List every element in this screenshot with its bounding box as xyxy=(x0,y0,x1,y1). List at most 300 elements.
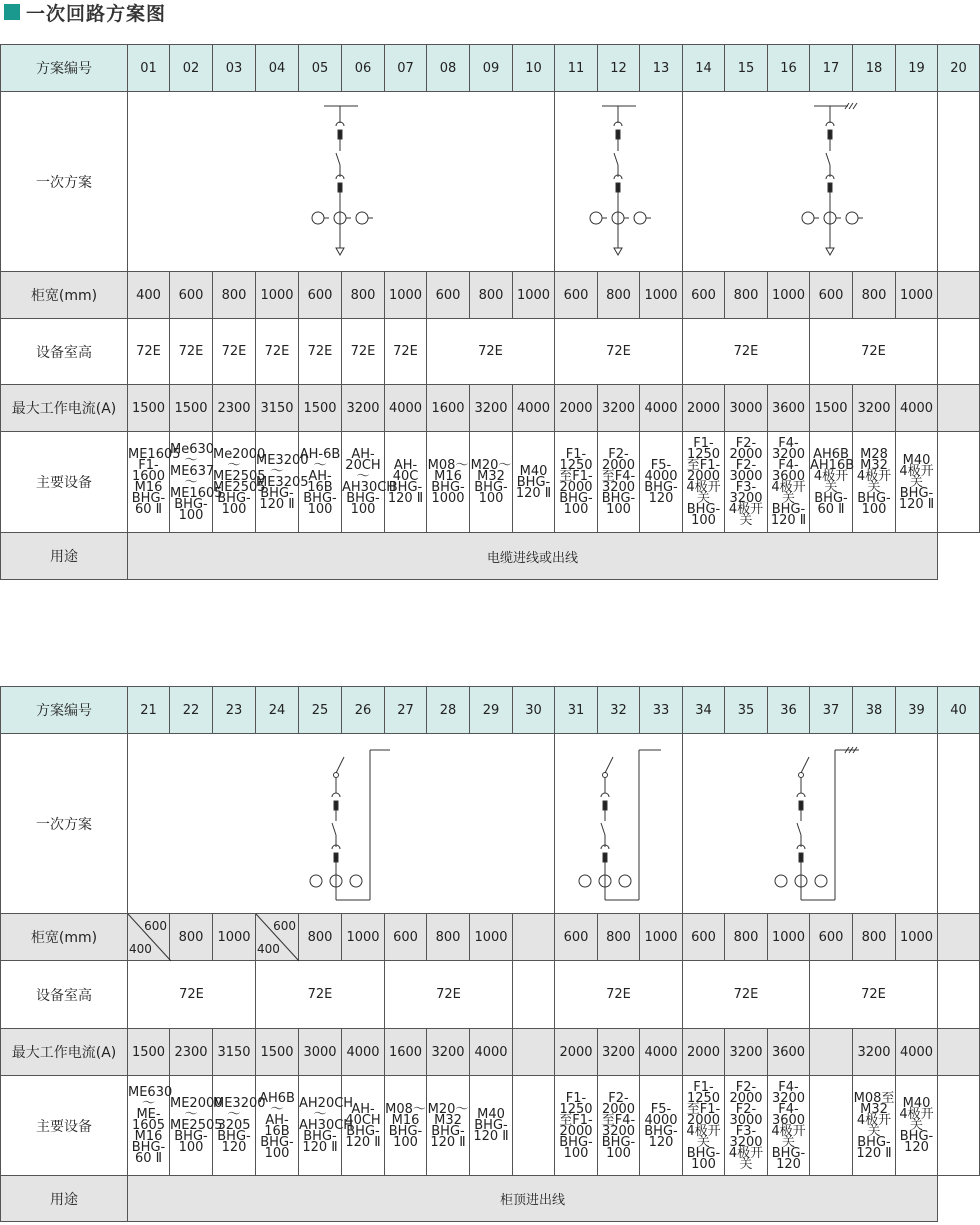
scheme-number: 40 xyxy=(938,687,980,734)
current-cell: 3200 xyxy=(853,385,896,432)
diagram-cell xyxy=(683,734,938,914)
equipment-line: BHG-60 Ⅱ xyxy=(131,1140,166,1166)
equipment-cell xyxy=(683,432,725,533)
width-cell: 800 xyxy=(725,272,768,319)
equipment-line: BHG-100 xyxy=(388,1123,423,1150)
current-cell: 1500 xyxy=(299,385,342,432)
equipment-cell xyxy=(853,1076,896,1176)
equipment-cell xyxy=(896,1076,938,1176)
width-cell: 1000 xyxy=(640,272,683,319)
breaker-icon xyxy=(603,853,607,862)
width-cell: 600 xyxy=(555,914,598,961)
equipment-line: ME3200～ xyxy=(256,452,309,479)
height-cell: 72E xyxy=(256,961,385,1029)
switch-line xyxy=(332,823,336,835)
scheme-number: 34 xyxy=(683,687,725,734)
current-cell: 1500 xyxy=(170,385,213,432)
current-cell: 3200 xyxy=(598,385,640,432)
equipment-line: ME2000～ xyxy=(170,1096,223,1122)
scheme-number: 04 xyxy=(256,45,299,92)
equipment-line: BHG-100 xyxy=(174,496,208,523)
scheme-number: 30 xyxy=(513,687,555,734)
diagram-cell xyxy=(128,734,555,914)
equipment-line: AH-40CH xyxy=(345,1101,381,1128)
equipment-line: M20～ xyxy=(470,458,512,473)
main-equipment-label: 主要设备 xyxy=(1,432,128,533)
current-cell: 3200 xyxy=(427,1029,470,1076)
equipment-cell xyxy=(427,432,470,533)
scheme-number: 28 xyxy=(427,687,470,734)
equipment-line: 至F4-3200 xyxy=(601,1112,636,1139)
scheme-number: 07 xyxy=(385,45,427,92)
width-cell: 1000 xyxy=(640,914,683,961)
current-cell: 3600 xyxy=(768,385,810,432)
width-cell: 600 xyxy=(810,914,853,961)
height-cell: 72E xyxy=(810,319,938,385)
scheme-number: 18 xyxy=(853,45,896,92)
plug-contact-icon xyxy=(601,793,609,797)
scheme-number: 01 xyxy=(128,45,170,92)
width-cell: 1000 xyxy=(213,914,256,961)
breaker-icon xyxy=(799,801,803,810)
circuit-diagram xyxy=(128,735,555,913)
equipment-cell xyxy=(385,432,427,533)
equipment-line: BHG-100 xyxy=(303,491,337,517)
height-cell: 72E xyxy=(170,319,213,385)
current-transformer-icon xyxy=(350,875,362,887)
current-cell-empty xyxy=(810,1029,853,1076)
equipment-line: 4极开关 xyxy=(813,469,849,495)
breaker-icon xyxy=(616,130,620,139)
equipment-line: AH-40C xyxy=(392,458,419,484)
scheme-number: 10 xyxy=(513,45,555,92)
current-cell: 4000 xyxy=(470,1029,513,1076)
equipment-line: BHG-120 Ⅱ xyxy=(345,1123,381,1150)
current-cell: 1500 xyxy=(128,1029,170,1076)
equipment-line: BHG-120 xyxy=(644,1123,678,1150)
equipment-line: BHG-120 Ⅱ xyxy=(387,480,424,506)
equipment-line: BHG-100 xyxy=(857,491,891,517)
equipment-line: F1-1250 xyxy=(559,1090,593,1117)
equipment-cell xyxy=(513,432,555,533)
equipment-line: BHG-100 xyxy=(601,1134,636,1161)
scheme-number: 02 xyxy=(170,45,213,92)
breaker-icon xyxy=(828,183,832,192)
current-cell: 1600 xyxy=(427,385,470,432)
height-label: 设备室高 xyxy=(1,961,128,1029)
equipment-line: AH16B xyxy=(810,458,855,473)
equipment-line: M28 xyxy=(860,447,888,462)
scheme-number: 06 xyxy=(342,45,385,92)
equipment-cell xyxy=(299,1076,354,1176)
scheme-number: 39 xyxy=(896,687,938,734)
equipment-line: BHG-100 xyxy=(559,1134,593,1161)
scheme-number: 15 xyxy=(725,45,768,92)
equipment-line: BHG-120 Ⅱ xyxy=(856,1134,892,1161)
current-cell: 1500 xyxy=(128,385,170,432)
circuit-diagram xyxy=(683,93,938,271)
equipment-line: 4极开关 xyxy=(899,1107,934,1133)
equipment-line: F2-2000 xyxy=(601,1090,636,1117)
scheme-table-2 xyxy=(0,686,980,1222)
equipment-cell xyxy=(598,432,640,533)
equipment-cell xyxy=(640,1076,683,1176)
equipment-line: AH30CH xyxy=(299,1118,354,1133)
current-cell-empty xyxy=(513,1029,555,1076)
current-cell: 2300 xyxy=(170,1029,213,1076)
width-cell: 800 xyxy=(598,914,640,961)
switch-line xyxy=(797,823,801,835)
height-label: 设备室高 xyxy=(1,319,128,385)
circuit-diagram xyxy=(128,93,555,271)
equipment-line: ME-1605 xyxy=(131,1107,166,1133)
equipment-line: M08～ xyxy=(427,458,469,473)
width-cell: 800 xyxy=(213,272,256,319)
breaker-icon xyxy=(603,801,607,810)
equipment-cell xyxy=(427,1076,470,1176)
current-transformer-icon xyxy=(579,875,591,887)
equipment-line: 至F4-3200 xyxy=(601,469,636,495)
plug-contact-icon xyxy=(332,793,340,797)
terminal-icon xyxy=(614,248,622,255)
equipment-line: F4-3200 xyxy=(771,436,806,462)
switch-line xyxy=(614,153,618,165)
current-cell: 2000 xyxy=(683,385,725,432)
breaker-icon xyxy=(616,183,620,192)
current-cell: 3150 xyxy=(213,1029,256,1076)
equipment-line: BHG-100 xyxy=(174,1129,208,1155)
current-cell: 1500 xyxy=(810,385,853,432)
equipment-line: F3-3200 xyxy=(729,1123,763,1150)
height-cell: 72E xyxy=(342,319,385,385)
equipment-line: 4极开关 xyxy=(686,1123,721,1150)
equipment-line: AH-20CH～ xyxy=(345,447,381,484)
equipment-line: BHG-120 Ⅱ xyxy=(515,474,552,501)
equipment-line: BHG-1000 xyxy=(431,480,465,506)
pivot-icon xyxy=(334,772,339,777)
usage-cell: 电缆进线或出线 xyxy=(128,533,938,580)
diagram-cell xyxy=(555,92,683,272)
current-transformer-icon xyxy=(356,212,368,224)
equipment-line: 至F1-2000 xyxy=(686,1101,721,1128)
height-cell: 72E xyxy=(385,961,513,1029)
equipment-line: M16 xyxy=(391,1112,420,1128)
equipment-line: ME2505 xyxy=(213,480,266,495)
scheme-number: 29 xyxy=(470,687,513,734)
width-cell: 600 xyxy=(385,914,427,961)
width-cell-empty xyxy=(938,914,980,961)
pivot-icon xyxy=(799,772,804,777)
width-cell: 800 xyxy=(342,272,385,319)
equipment-line: AH20CH～ xyxy=(299,1096,354,1122)
scheme-number: 11 xyxy=(555,45,598,92)
equipment-cell xyxy=(470,432,513,533)
width-cell: 800 xyxy=(598,272,640,319)
current-cell: 3600 xyxy=(768,1029,810,1076)
equipment-line: BHG-120 Ⅱ xyxy=(770,502,807,528)
height-cell: 72E xyxy=(128,961,256,1029)
current-cell: 1500 xyxy=(256,1029,299,1076)
current-transformer-icon xyxy=(590,212,602,224)
circuit-diagram xyxy=(683,735,938,913)
terminal-icon xyxy=(336,248,344,255)
scheme-number-label: 方案编号 xyxy=(1,45,128,92)
equipment-line: ME637～ xyxy=(170,463,215,490)
current-transformer-icon xyxy=(846,212,858,224)
equipment-cell xyxy=(385,1076,427,1176)
width-cell: 400 xyxy=(128,272,170,319)
width-bottom: 400 xyxy=(257,942,280,956)
scheme-number: 38 xyxy=(853,687,896,734)
main-equipment-label: 主要设备 xyxy=(1,1076,128,1176)
equipment-line: F2-2000 xyxy=(729,436,763,462)
current-transformer-icon xyxy=(634,212,646,224)
equipment-line: M08至 xyxy=(853,1090,895,1106)
equipment-line: BHG-60 Ⅱ xyxy=(814,491,848,517)
equipment-line: 4极开关 xyxy=(771,480,806,506)
current-transformer-icon xyxy=(619,875,631,887)
terminal-icon xyxy=(826,248,834,255)
equipment-line: 至F1-2000 xyxy=(559,1112,593,1139)
equipment-line: BHG-120 xyxy=(771,1145,806,1172)
equipment-line: BHG-100 xyxy=(346,491,380,517)
equipment-cell-empty xyxy=(938,432,980,533)
width-bottom: 400 xyxy=(129,942,152,956)
equipment-line: AH6B xyxy=(813,447,849,462)
equipment-line: 至F1-2000 xyxy=(559,469,593,495)
width-cell: 600 xyxy=(810,272,853,319)
width-cell: 800 xyxy=(470,272,513,319)
current-cell: 1600 xyxy=(385,1029,427,1076)
scheme-number: 09 xyxy=(470,45,513,92)
equipment-cell-empty xyxy=(810,1076,853,1176)
equipment-line: AH6B～ xyxy=(259,1090,295,1117)
equipment-cell-empty xyxy=(513,1076,555,1176)
equipment-line: AH30CH xyxy=(342,480,397,495)
disconnector-line xyxy=(605,757,613,773)
equipment-line: M16 xyxy=(134,480,163,495)
equipment-line: F1-1250 xyxy=(559,447,593,473)
equipment-cell xyxy=(683,1076,725,1176)
width-cell: 1000 xyxy=(470,914,513,961)
equipment-line: ME2505 xyxy=(170,1118,223,1133)
plug-contact-icon xyxy=(797,793,805,797)
scheme-number: 26 xyxy=(342,687,385,734)
equipment-line: M32 xyxy=(434,1112,462,1128)
equipment-line: F1-1250 xyxy=(686,436,721,462)
breaker-icon xyxy=(799,853,803,862)
equipment-line: BHG-100 xyxy=(474,480,508,506)
current-cell: 4000 xyxy=(342,1029,385,1076)
current-cell: 3200 xyxy=(725,1029,768,1076)
equipment-line: ME3205 xyxy=(256,474,309,490)
height-cell: 72E xyxy=(810,961,938,1029)
equipment-cell xyxy=(128,1076,173,1176)
equipment-line: F3-3200 xyxy=(729,480,763,506)
equipment-line: M40 xyxy=(902,452,931,468)
scheme-number: 12 xyxy=(598,45,640,92)
equipment-line: 4极开关 xyxy=(728,502,764,528)
width-cell: 1000 xyxy=(768,914,810,961)
equipment-line: 4极开关 xyxy=(771,1123,806,1150)
equipment-line: M20～ xyxy=(427,1101,469,1117)
equipment-cell xyxy=(555,432,598,533)
equipment-cell xyxy=(213,1076,266,1176)
width-cell-empty xyxy=(513,914,555,961)
pivot-icon xyxy=(603,772,608,777)
equipment-line: F2-2000 xyxy=(601,447,636,473)
equipment-line: BHG-100 xyxy=(559,491,593,517)
current-cell: 4000 xyxy=(385,385,427,432)
scheme-number-label: 方案编号 xyxy=(1,687,128,734)
equipment-cell-empty xyxy=(938,1076,980,1176)
height-cell: 72E xyxy=(385,319,427,385)
equipment-cell xyxy=(810,432,853,533)
width-cell: 1000 xyxy=(513,272,555,319)
equipment-line: ME1605 xyxy=(128,447,181,462)
equipment-line: BHG-120 xyxy=(644,480,678,506)
diagram-cell xyxy=(128,92,555,272)
width-cell: 600 xyxy=(683,914,725,961)
height-cell: 72E xyxy=(683,961,810,1029)
scheme-number: 22 xyxy=(170,687,213,734)
width-cell: 800 xyxy=(725,914,768,961)
width-cell: 800 xyxy=(299,914,342,961)
equipment-line: F2-2000 xyxy=(729,1079,763,1106)
split-width-cell xyxy=(256,914,299,961)
width-cell: 1000 xyxy=(768,272,810,319)
equipment-line: BHG-120 Ⅱ xyxy=(473,1118,509,1144)
equipment-line: ME2505 xyxy=(213,469,266,484)
scheme-number: 16 xyxy=(768,45,810,92)
usage-label: 用途 xyxy=(1,533,128,580)
current-cell: 3200 xyxy=(853,1029,896,1076)
current-cell: 4000 xyxy=(896,1029,938,1076)
equipment-line: Me2000～ xyxy=(213,447,266,473)
width-top: 600 xyxy=(144,919,167,933)
height-cell-empty xyxy=(938,319,980,385)
width-cell: 1000 xyxy=(896,914,938,961)
usage-cell: 柜顶进出线 xyxy=(128,1176,938,1222)
equipment-line: M40 xyxy=(477,1107,505,1122)
equipment-cell xyxy=(342,1076,385,1176)
equipment-line: AH-6B～ xyxy=(299,447,341,473)
width-cell-empty xyxy=(938,272,980,319)
usage-label: 用途 xyxy=(1,1176,128,1222)
equipment-cell xyxy=(213,432,266,533)
equipment-line: BHG-60 Ⅱ xyxy=(131,491,166,517)
equipment-line: BHG-120 xyxy=(899,1129,934,1155)
breaker-icon xyxy=(338,130,342,139)
equipment-cell xyxy=(896,432,938,533)
equipment-line: 4极开关 xyxy=(856,469,892,495)
height-cell: 72E xyxy=(213,319,256,385)
scheme-number: 27 xyxy=(385,687,427,734)
width-cell: 600 xyxy=(683,272,725,319)
current-cell: 2300 xyxy=(213,385,256,432)
equipment-cell xyxy=(170,432,223,533)
circuit-diagram xyxy=(555,93,682,271)
equipment-line: M40 xyxy=(519,463,548,479)
switch-line xyxy=(601,823,605,835)
equipment-line: 至F1-2000 xyxy=(686,458,721,484)
max-current-label: 最大工作电流(A) xyxy=(1,385,128,432)
equipment-cell xyxy=(725,432,768,533)
scheme-number: 05 xyxy=(299,45,342,92)
width-cell: 800 xyxy=(170,914,213,961)
equipment-cell xyxy=(170,1076,223,1176)
scheme-number: 17 xyxy=(810,45,853,92)
equipment-line: M32 xyxy=(477,469,505,484)
current-cell: 3200 xyxy=(598,1029,640,1076)
current-cell: 3200 xyxy=(342,385,385,432)
equipment-line: BHG-120 Ⅱ xyxy=(898,485,935,512)
scheme-number: 23 xyxy=(213,687,256,734)
equipment-line: BHG-120 Ⅱ xyxy=(259,485,295,512)
width-label: 柜宽(mm) xyxy=(1,272,128,319)
current-cell: 4000 xyxy=(513,385,555,432)
equipment-cell xyxy=(128,432,181,533)
scheme-number: 14 xyxy=(683,45,725,92)
current-cell: 3000 xyxy=(725,385,768,432)
scheme-number: 37 xyxy=(810,687,853,734)
equipment-line: F5-4000 xyxy=(644,458,678,484)
scheme-number: 03 xyxy=(213,45,256,92)
equipment-line: ME630～ xyxy=(128,1085,173,1111)
scheme-number: 35 xyxy=(725,687,768,734)
height-cell: 72E xyxy=(683,319,810,385)
equipment-line: AH-16B xyxy=(307,469,333,495)
scheme-table-1 xyxy=(0,44,980,580)
equipment-line: F5-4000 xyxy=(644,1101,678,1128)
equipment-cell xyxy=(598,1076,640,1176)
breaker-icon xyxy=(334,853,338,862)
equipment-line: 4极开关 xyxy=(728,1145,764,1172)
scheme-number: 24 xyxy=(256,687,299,734)
breaker-icon xyxy=(338,183,342,192)
equipment-line: M16 xyxy=(134,1129,163,1144)
equipment-line: F1-1600 xyxy=(131,458,166,484)
equipment-line: ME1605 xyxy=(170,485,223,501)
equipment-line: 4极开关 xyxy=(899,463,934,490)
equipment-line: F4-3600 xyxy=(771,458,806,484)
switch-line xyxy=(826,153,830,165)
page-header xyxy=(4,0,166,24)
equipment-line: F4-3600 xyxy=(771,1101,806,1128)
scheme-number: 31 xyxy=(555,687,598,734)
breaker-icon xyxy=(334,801,338,810)
equipment-cell xyxy=(768,432,810,533)
scheme-number: 19 xyxy=(896,45,938,92)
primary-scheme-label: 一次方案 xyxy=(1,734,128,914)
current-cell: 4000 xyxy=(640,1029,683,1076)
equipment-cell xyxy=(470,1076,513,1176)
scheme-number: 33 xyxy=(640,687,683,734)
equipment-cell xyxy=(342,432,397,533)
height-cell: 72E xyxy=(555,961,683,1029)
width-cell: 800 xyxy=(427,914,470,961)
equipment-cell xyxy=(853,432,896,533)
width-cell: 1000 xyxy=(342,914,385,961)
height-cell-empty xyxy=(938,961,980,1029)
current-transformer-icon xyxy=(815,875,827,887)
width-cell: 800 xyxy=(853,914,896,961)
disconnector-line xyxy=(336,757,344,773)
current-transformer-icon xyxy=(802,212,814,224)
switch-line xyxy=(336,153,340,165)
circuit-diagram xyxy=(555,735,682,913)
diagram-cell xyxy=(938,734,980,914)
